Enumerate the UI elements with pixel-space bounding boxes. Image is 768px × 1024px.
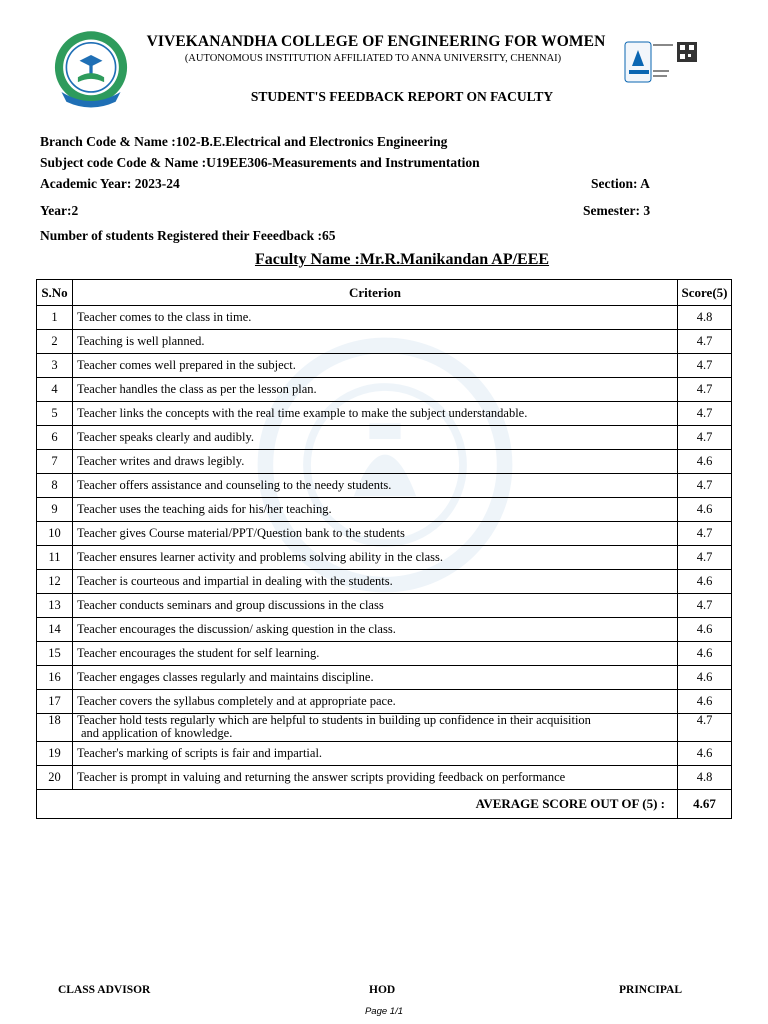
criterion-text: Teacher ensures learner activity and problems solving ability in the class. xyxy=(77,550,444,564)
row-sno: 14 xyxy=(37,618,73,642)
row-sno: 9 xyxy=(37,498,73,522)
row-criterion xyxy=(73,690,678,714)
criterion-text: Teacher comes well prepared in the subject. xyxy=(77,358,296,372)
table-row xyxy=(37,474,732,498)
row-criterion xyxy=(73,330,678,354)
table-row xyxy=(37,690,732,714)
table-row xyxy=(37,666,732,690)
criterion-text: Teacher handles the class as per the lesson plan. xyxy=(77,382,317,396)
criterion-text: Teacher links the concepts with the real time example to make the subject understandable. xyxy=(77,406,528,420)
row-score: 4.7 xyxy=(678,474,732,498)
row-criterion xyxy=(73,642,678,666)
table-row xyxy=(37,570,732,594)
row-score: 4.6 xyxy=(678,742,732,766)
criterion-text: Teacher writes and draws legibly. xyxy=(77,454,245,468)
table-row xyxy=(37,378,732,402)
row-criterion xyxy=(73,714,678,742)
faculty-name: Faculty Name :Mr.R.Manikandan AP/EEE xyxy=(254,251,550,268)
table-row xyxy=(37,450,732,474)
row-criterion xyxy=(73,474,678,498)
table-row xyxy=(37,714,732,742)
table-row xyxy=(37,742,732,766)
row-score: 4.7 xyxy=(678,714,732,742)
row-sno: 20 xyxy=(37,766,73,790)
row-sno: 2 xyxy=(37,330,73,354)
row-sno: 17 xyxy=(37,690,73,714)
row-sno: 3 xyxy=(37,354,73,378)
header-sno: S.No xyxy=(37,280,73,306)
criterion-text: Teacher encourages the student for self learning. xyxy=(77,646,320,660)
criterion-text: Teacher gives Course material/PPT/Question bank to the students xyxy=(77,526,405,540)
header-score: Score(5) xyxy=(678,280,732,306)
criterion-text: Teacher's marking of scripts is fair and impartial. xyxy=(77,746,323,760)
class-advisor-signature: CLASS ADVISOR xyxy=(58,984,151,996)
row-score: 4.6 xyxy=(678,642,732,666)
row-criterion xyxy=(73,766,678,790)
criterion-text: Teacher comes to the class in time. xyxy=(77,310,252,324)
row-criterion xyxy=(73,546,678,570)
criterion-text: Teacher offers assistance and counseling to the needy students. xyxy=(77,478,392,492)
row-sno: 18 xyxy=(37,714,73,742)
average-label: AVERAGE SCORE OUT OF (5) : xyxy=(37,790,678,819)
row-score: 4.6 xyxy=(678,450,732,474)
row-score: 4.7 xyxy=(678,546,732,570)
row-score: 4.6 xyxy=(678,498,732,522)
principal-signature: PRINCIPAL xyxy=(619,984,683,996)
row-criterion xyxy=(73,354,678,378)
table-row xyxy=(37,354,732,378)
row-sno: 19 xyxy=(37,742,73,766)
row-score: 4.7 xyxy=(678,426,732,450)
criteria-table xyxy=(36,279,732,819)
criterion-text: Teacher encourages the discussion/ asking question in the class. xyxy=(77,622,396,636)
row-sno: 15 xyxy=(37,642,73,666)
table-row xyxy=(37,498,732,522)
row-criterion xyxy=(73,402,678,426)
row-score: 4.8 xyxy=(678,306,732,330)
criterion-text: Teacher conducts seminars and group discussions in the class xyxy=(77,598,384,612)
criterion-text: Teacher speaks clearly and audibly. xyxy=(77,430,255,444)
row-criterion xyxy=(73,522,678,546)
row-criterion xyxy=(73,618,678,642)
row-sno: 4 xyxy=(37,378,73,402)
row-sno: 6 xyxy=(37,426,73,450)
page-number: Page 1/1 xyxy=(364,1006,404,1017)
criterion-text: Teaching is well planned. xyxy=(77,334,205,348)
average-value: 4.67 xyxy=(678,790,732,819)
table-row xyxy=(37,402,732,426)
year-info: Year:2 xyxy=(40,203,79,218)
table-row xyxy=(37,618,732,642)
row-criterion xyxy=(73,666,678,690)
row-score: 4.6 xyxy=(678,618,732,642)
criterion-text-line2: and application of knowledge. xyxy=(81,726,233,740)
header-criterion: Criterion xyxy=(73,280,678,306)
row-sno: 12 xyxy=(37,570,73,594)
criterion-text: Teacher is courteous and impartial in dealing with the students. xyxy=(77,574,393,588)
table-row xyxy=(37,306,732,330)
row-sno: 13 xyxy=(37,594,73,618)
row-criterion xyxy=(73,742,678,766)
table-row xyxy=(37,522,732,546)
section-info: Section: A xyxy=(591,176,650,191)
row-score: 4.6 xyxy=(678,666,732,690)
criterion-text: Teacher covers the syllabus completely and at appropriate pace. xyxy=(77,694,396,708)
row-criterion xyxy=(73,594,678,618)
branch-info: Branch Code & Name :102-B.E.Electrical and Electronics Engineering xyxy=(40,134,448,149)
criterion-text: Teacher engages classes regularly and maintains discipline. xyxy=(77,670,374,684)
row-sno: 5 xyxy=(37,402,73,426)
criterion-text: Teacher uses the teaching aids for his/her teaching. xyxy=(77,502,332,516)
row-score: 4.7 xyxy=(678,378,732,402)
table-row xyxy=(37,426,732,450)
average-row xyxy=(37,790,732,819)
subject-info: Subject code Code & Name :U19EE306-Measurements and Instrumentation xyxy=(40,155,480,170)
table-header-row xyxy=(37,280,732,306)
row-score: 4.8 xyxy=(678,766,732,790)
row-criterion xyxy=(73,498,678,522)
row-score: 4.7 xyxy=(678,354,732,378)
academic-year: Academic Year: 2023-24 xyxy=(40,176,180,191)
row-criterion xyxy=(73,426,678,450)
row-sno: 16 xyxy=(37,666,73,690)
row-score: 4.6 xyxy=(678,570,732,594)
row-criterion xyxy=(73,306,678,330)
row-sno: 11 xyxy=(37,546,73,570)
row-score: 4.7 xyxy=(678,522,732,546)
table-row xyxy=(37,330,732,354)
table-row xyxy=(37,546,732,570)
report-title: STUDENT'S FEEDBACK REPORT ON FACULTY xyxy=(250,89,554,104)
college-affiliation: (AUTONOMOUS INSTITUTION AFFILIATED TO ANNA UNIVERSITY, CHENNAI) xyxy=(184,53,562,64)
hod-signature: HOD xyxy=(369,984,396,996)
row-score: 4.6 xyxy=(678,690,732,714)
semester-info: Semester: 3 xyxy=(583,203,651,218)
row-criterion xyxy=(73,570,678,594)
table-row xyxy=(37,594,732,618)
row-score: 4.7 xyxy=(678,594,732,618)
row-sno: 1 xyxy=(37,306,73,330)
row-sno: 7 xyxy=(37,450,73,474)
row-score: 4.7 xyxy=(678,402,732,426)
table-row xyxy=(37,766,732,790)
row-criterion xyxy=(73,450,678,474)
row-sno: 10 xyxy=(37,522,73,546)
criterion-text: Teacher is prompt in valuing and returning the answer scripts providing feedback on performance xyxy=(77,770,566,784)
criterion-text: Teacher hold tests regularly which are helpful to students in building up confidence in their acquisition xyxy=(77,713,591,727)
row-sno: 8 xyxy=(37,474,73,498)
college-name: VIVEKANANDHA COLLEGE OF ENGINEERING FOR WOMEN xyxy=(146,33,606,50)
students-count: Number of students Registered their Feeedback :65 xyxy=(40,228,336,243)
row-criterion xyxy=(73,378,678,402)
table-row xyxy=(37,642,732,666)
row-score: 4.7 xyxy=(678,330,732,354)
